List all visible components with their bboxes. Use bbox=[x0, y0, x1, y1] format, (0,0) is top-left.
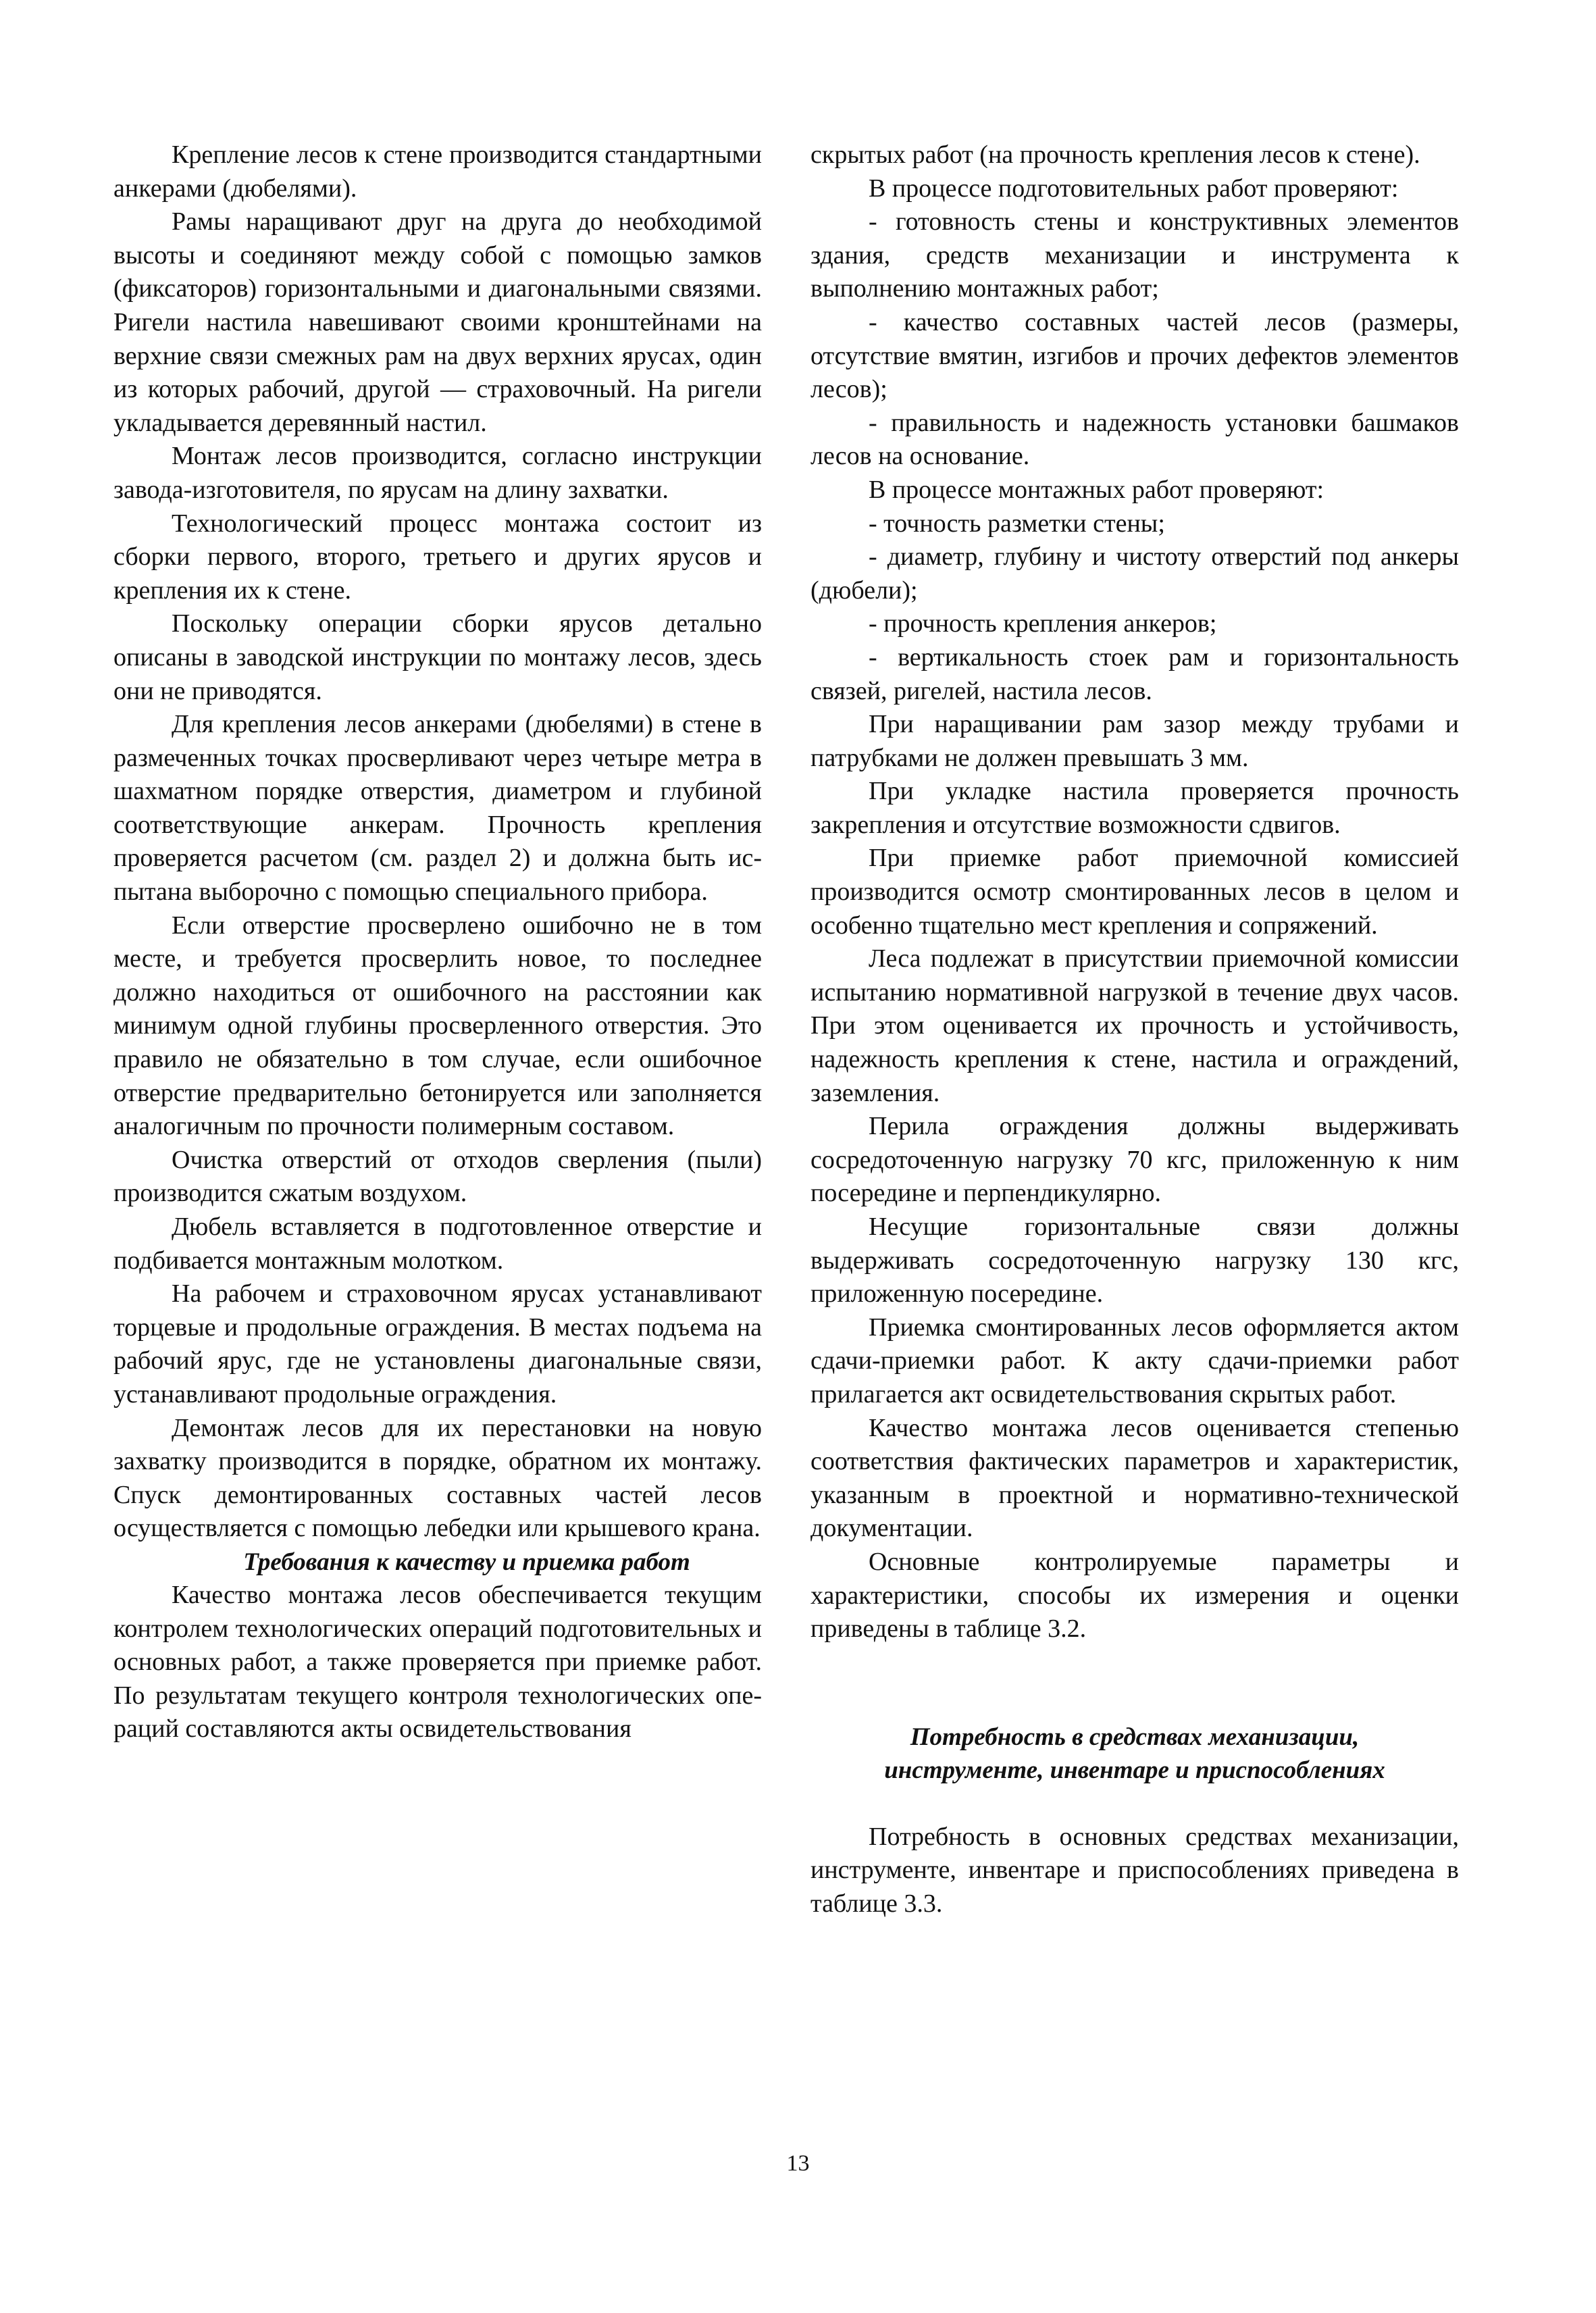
list-item: - диаметр, глубину и чистоту отверстий под анкеры (дюбели); bbox=[810, 542, 1459, 605]
list-item: - вертикальность стоек рам и горизонтальность связей, ригелей, настила лесов. bbox=[810, 642, 1459, 705]
paragraph: Приемка смонтированных лесов оформляется актом сдачи-приемки работ. К акту сдачи-приемки работ прилагается акт освидетельствования скрытых работ. bbox=[810, 1313, 1459, 1408]
paragraph: Поскольку операции сборки ярусов детально описаны в заводской инструкции по монтажу лесов, здесь они не приводятся. bbox=[113, 609, 762, 705]
paragraph: Демонтаж лесов для их перестановки на новую захватку производится в порядке, обратном их монтажу. Спуск демонтированных составных частей лесов осуществляется с помощью лебедки или крышевого крана. bbox=[113, 1413, 762, 1543]
left-column bbox=[113, 138, 762, 1746]
paragraph: В процессе монтажных работ проверяют: bbox=[869, 475, 1324, 504]
paragraph: Монтаж лесов производится, согласно инструкции завода-изготовителя, по ярусам на длину захватки. bbox=[113, 442, 762, 504]
list-item: - качество составных частей лесов (размеры, отсутствие вмятин, изгибов и прочих дефектов элементов лесов); bbox=[810, 307, 1459, 404]
paragraph: Леса подлежат в присутствии приемочной комиссии испытанию нормативной нагрузкой в течение двух часов. При этом оценивается их прочность и устойчивость, надежность крепления к стене, настила и ограждений, заземления. bbox=[810, 944, 1459, 1107]
paragraph: Качество монтажа лесов обеспечивается текущим контролем технологических операций подготовительных и основных работ, а также проверяется при приемке работ. По результатам текущего контроля технологических операций составляются акты освидетельствования bbox=[113, 1580, 762, 1744]
paragraph: Рамы наращивают друг на друга до необходимой высоты и соединяют между собой с помощью замков (фиксаторов) горизонтальными и диагональными связями. Ригели настила навешивают своими кронштейнами на верхние связи смежных рам на двух верхних ярусах, один из которых рабочий, другой — страховочный. На ригели укладывается деревянный настил. bbox=[113, 207, 762, 437]
section-heading-mechanization bbox=[810, 1721, 1459, 1787]
heading-line: Потребность в средствах механизации, bbox=[910, 1723, 1360, 1751]
list-item: - прочность крепления анкеров; bbox=[869, 609, 1217, 638]
paragraph: скрытых работ (на прочность крепления лесов к стене). bbox=[810, 141, 1420, 169]
list-item: - правильность и надежность установки башмаков лесов на основание. bbox=[810, 408, 1459, 471]
paragraph: Для крепления лесов анкерами (дюбелями) в стене в размеченных точках просверливают через четыре метра в шахматном порядке отверстия, диаметром и глубиной соответствующие анкерам. Прочность крепления проверяется расчетом (см. раздел 2) и должна быть испытана выборочно с помощью специального прибора. bbox=[113, 710, 762, 907]
paragraph: На рабочем и страховочном ярусах устанавливают торцевые и продольные ограждения. В местах подъема на рабочий ярус, где не установлены диагональные связи, устанавливают продольные ограждения. bbox=[113, 1279, 762, 1408]
paragraph: Потребность в основных средствах механизации, инструменте, инвентаре и приспособлениях приведена в таблице 3.3. bbox=[810, 1822, 1459, 1918]
list-item: - точность разметки стены; bbox=[869, 509, 1165, 538]
page-number: 13 bbox=[786, 2151, 810, 2176]
paragraph: Несущие горизонтальные связи должны выдерживать сосредоточенную нагрузку 130 кгс, приложенную посередине. bbox=[810, 1213, 1459, 1308]
paragraph: Если отверстие просверлено ошибочно не в том месте, и требуется просверлить новое, то последнее должно находиться от ошибочного на расстоянии как минимум одной глубины просверленного отверстия. Это правило не обязательно в том случае, если ошибочное отверстие предварительно бетонируется или заполняется аналогичным по прочности полимерным составом. bbox=[113, 911, 762, 1141]
list-item: - готовность стены и конструктивных элементов здания, средств механизации и инструмента к выполнению монтажных работ; bbox=[810, 207, 1459, 303]
paragraph: Перила ограждения должны выдерживать сосредоточенную нагрузку 70 кгс, приложенную к ним посередине и перпендикулярно. bbox=[810, 1112, 1459, 1208]
paragraph: Основные контролируемые параметры и характеристики, способы их измерения и оценки приведены в таблице 3.2. bbox=[810, 1547, 1459, 1644]
paragraph: При приемке работ приемочной комиссией производится осмотр смонтированных лесов в целом и особенно тщательно мест крепления и сопряжений. bbox=[810, 844, 1459, 940]
paragraph: Технологический процесс монтажа состоит из сборки первого, второго, третьего и других ярусов и крепления их к стене. bbox=[113, 509, 762, 605]
heading-line: инструменте, инвентаре и приспособлениях bbox=[884, 1756, 1385, 1784]
paragraph: В процессе подготовительных работ проверяют: bbox=[869, 174, 1399, 203]
paragraph: Крепление лесов к стене производится стандартными анкерами (дюбелями). bbox=[113, 141, 762, 203]
paragraph: При укладке настила проверяется прочность закрепления и отсутствие возможности сдвигов. bbox=[810, 777, 1459, 839]
paragraph: Качество монтажа лесов оценивается степенью соответствия фактических параметров и характеристик, указанным в проектной и нормативно-технической документации. bbox=[810, 1413, 1459, 1543]
paragraph: При наращивании рам зазор между трубами и патрубками не должен превышать 3 мм. bbox=[810, 710, 1459, 772]
section-heading-quality: Требования к качеству и приемка работ bbox=[243, 1548, 690, 1576]
paragraph: Дюбель вставляется в подготовленное отверстие и подбивается монтажным молотком. bbox=[113, 1213, 762, 1275]
paragraph: Очистка отверстий от отходов сверления (пыли) производится сжатым воздухом. bbox=[113, 1145, 762, 1208]
right-column bbox=[810, 138, 1459, 1921]
